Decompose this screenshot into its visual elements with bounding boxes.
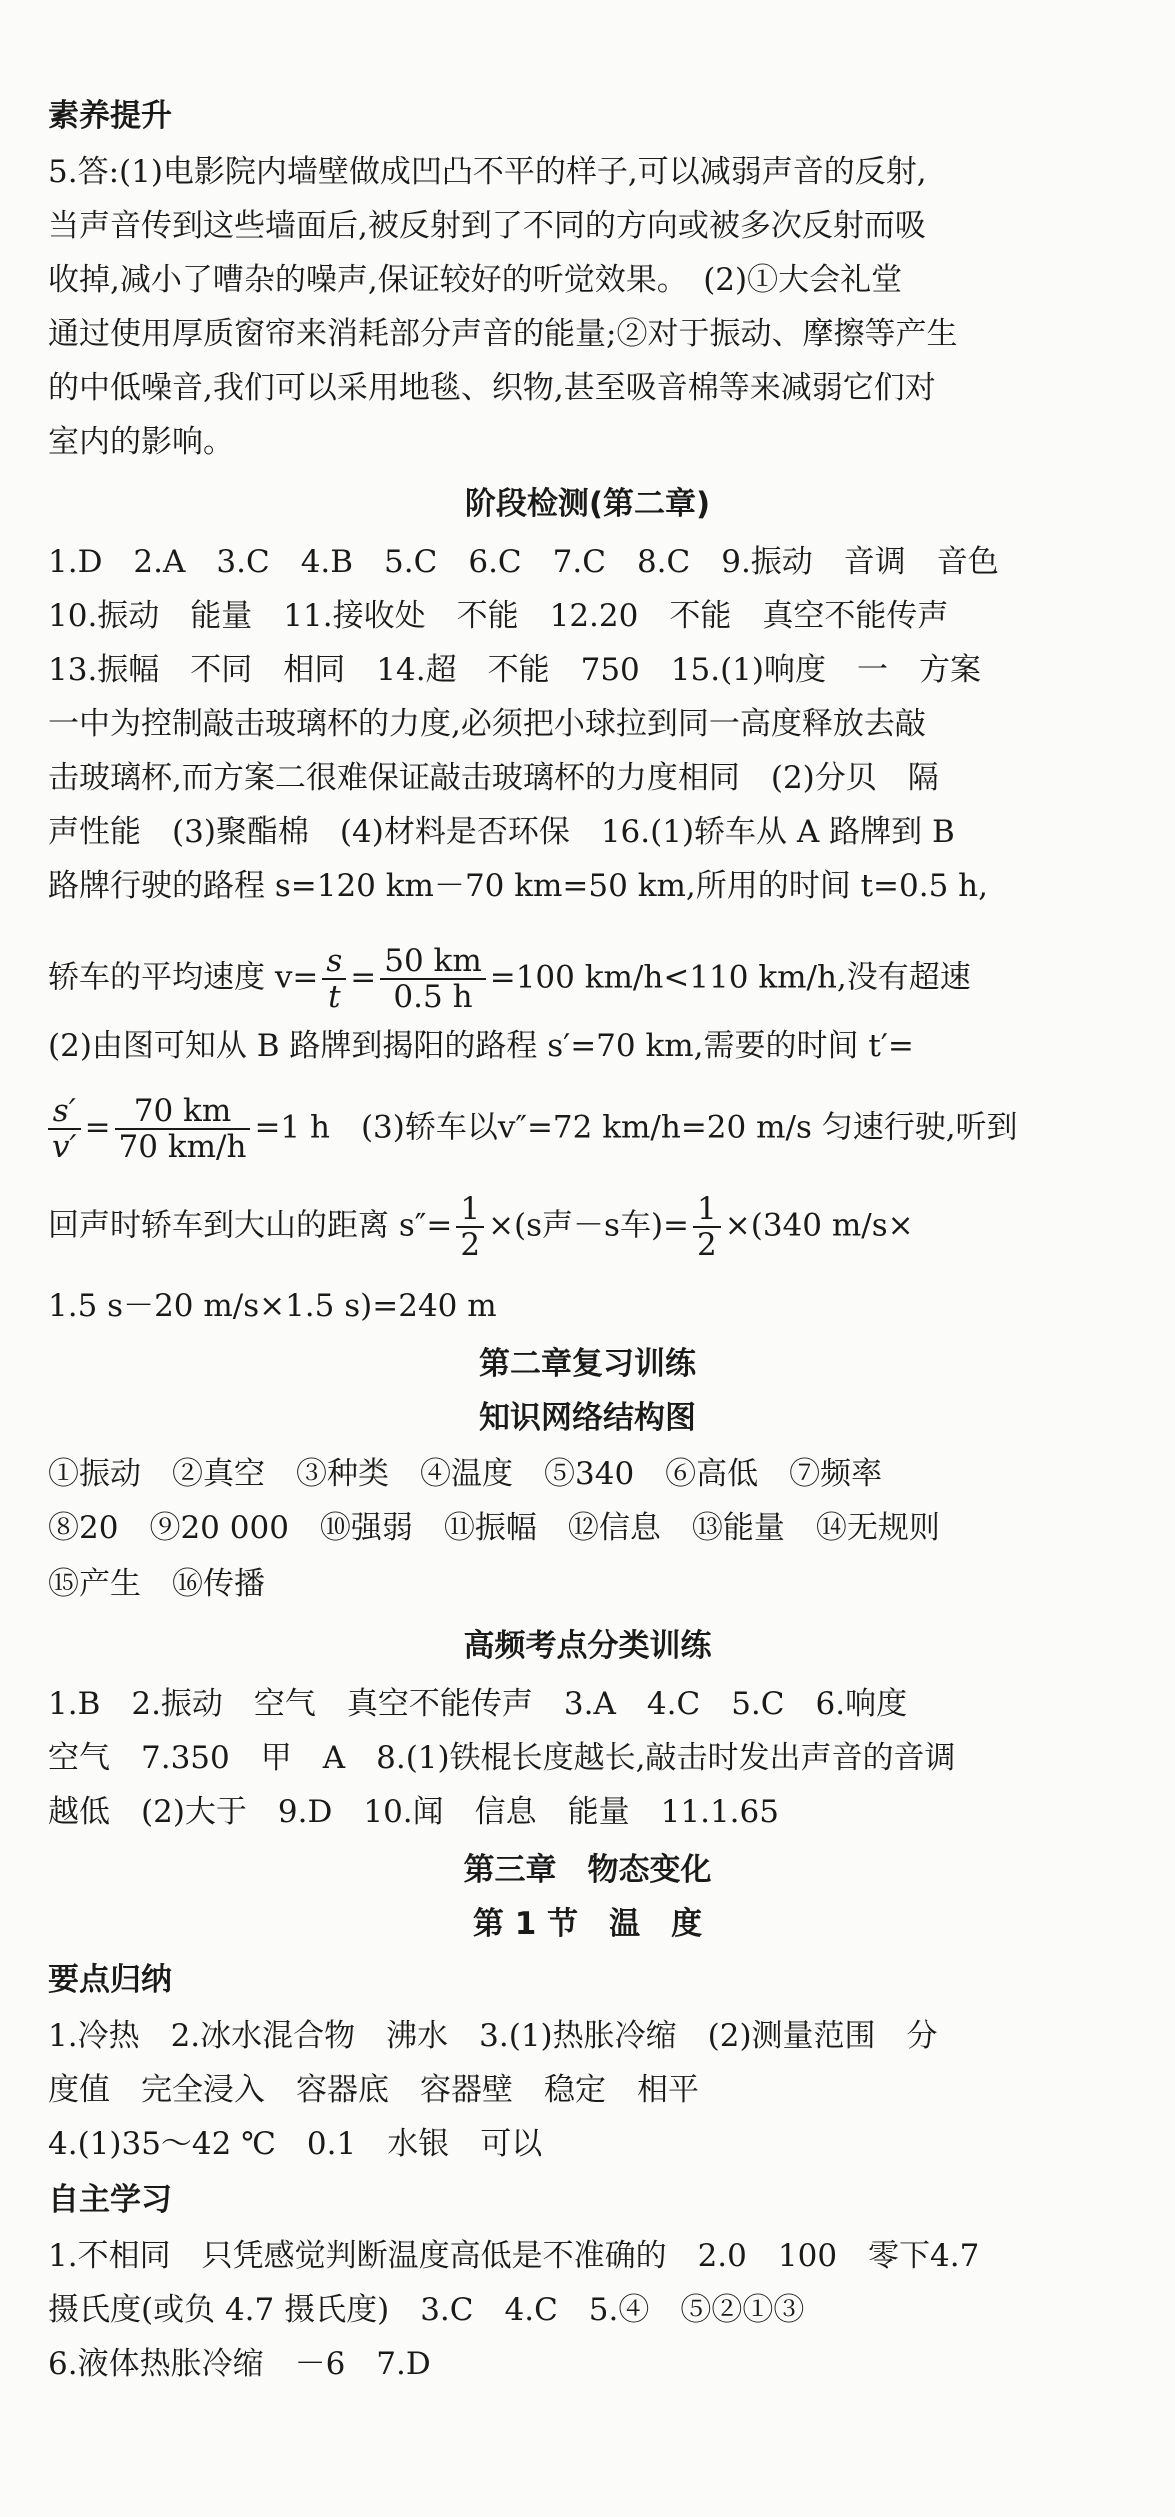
chapter-title: 第三章 物态变化 bbox=[463, 1852, 712, 1888]
fraction-numerator: s bbox=[326, 943, 343, 979]
text-line: 4.(1)35～42 ℃ 0.1 水银 可以 bbox=[48, 2126, 543, 2162]
text-line: 1.D 2.A 3.C 4.B 5.C 6.C 7.C 8.C 9.振动 音调 音色 bbox=[48, 544, 999, 580]
fraction bbox=[693, 1192, 721, 1262]
section-heading-literacy: 素养提升 bbox=[48, 98, 172, 134]
text-line: 空气 7.350 甲 A 8.(1)铁棍长度越长,敲击时发出声音的音调 bbox=[48, 1740, 956, 1776]
text-line: 1.B 2.振动 空气 真空不能传声 3.A 4.C 5.C 6.响度 bbox=[48, 1686, 908, 1722]
formula-text: 回声时轿车到大山的距离 s″= bbox=[48, 1207, 453, 1244]
fraction-numerator: s′ bbox=[52, 1093, 76, 1129]
fraction-numerator: 50 km bbox=[384, 943, 482, 979]
fraction-denominator: 0.5 h bbox=[380, 978, 485, 1014]
text-line: 1.不相同 只凭感觉判断温度高低是不准确的 2.0 100 零下4.7 bbox=[48, 2238, 980, 2274]
text-line: 室内的影响。 bbox=[48, 424, 234, 460]
fraction bbox=[115, 1094, 251, 1164]
section-heading-review: 第二章复习训练 bbox=[479, 1346, 696, 1382]
text-line: 一中为控制敲击玻璃杯的力度,必须把小球拉到同一高度释放去敲 bbox=[48, 706, 926, 742]
fraction-denominator: 2 bbox=[693, 1226, 721, 1262]
text-line: (2)由图可知从 B 路牌到揭阳的路程 s′=70 km,需要的时间 t′= bbox=[48, 1028, 914, 1064]
formula-text: =100 km/h<110 km/h,没有超速 bbox=[489, 959, 971, 996]
formula-line-distance bbox=[48, 1192, 1138, 1262]
text-line: 13.振幅 不同 相同 14.超 不能 750 15.(1)响度 一 方案 bbox=[48, 652, 981, 688]
formula-text: 轿车的平均速度 v= bbox=[48, 959, 319, 996]
section-title: 第 1 节 温 度 bbox=[472, 1906, 703, 1942]
fraction-denominator: 2 bbox=[456, 1226, 484, 1262]
fraction-denominator: v′ bbox=[48, 1128, 81, 1164]
formula-text: = bbox=[350, 959, 377, 996]
text-line: 击玻璃杯,而方案二很难保证敲击玻璃杯的力度相同 (2)分贝 隔 bbox=[48, 760, 939, 796]
fraction-numerator: 70 km bbox=[133, 1093, 232, 1129]
formula-text: ×(s声－s车)= bbox=[488, 1207, 690, 1244]
text-line: 5.答:(1)电影院内墙壁做成凹凸不平的样子,可以减弱声音的反射, bbox=[48, 154, 927, 190]
fraction-numerator: 1 bbox=[697, 1191, 717, 1227]
fraction bbox=[322, 944, 346, 1014]
text-line: 声性能 (3)聚酯棉 (4)材料是否环保 16.(1)轿车从 A 路牌到 B bbox=[48, 814, 955, 850]
text-line: 6.液体热胀冷缩 －6 7.D bbox=[48, 2346, 431, 2382]
fraction bbox=[456, 1192, 484, 1262]
section-heading-stage-test: 阶段检测(第二章) bbox=[464, 486, 711, 522]
text-line: 10.振动 能量 11.接收处 不能 12.20 不能 真空不能传声 bbox=[48, 598, 949, 634]
subheading-self-study: 自主学习 bbox=[48, 2182, 172, 2218]
formula-text: = bbox=[84, 1109, 111, 1146]
subheading-knowledge-map: 知识网络结构图 bbox=[479, 1400, 696, 1436]
text-line: 摄氏度(或负 4.7 摄氏度) 3.C 4.C 5.④ ⑤②①③ bbox=[48, 2292, 805, 2328]
text-line: 的中低噪音,我们可以采用地毯、织物,甚至吸音棉等来减弱它们对 bbox=[48, 370, 936, 406]
text-line: 通过使用厚质窗帘来消耗部分声音的能量;②对于振动、摩擦等产生 bbox=[48, 316, 958, 352]
section-heading-high-frequency: 高频考点分类训练 bbox=[463, 1628, 712, 1664]
text-line: ①振动 ②真空 ③种类 ④温度 ⑤340 ⑥高低 ⑦频率 bbox=[48, 1456, 883, 1492]
formula-text: =1 h (3)轿车以v″=72 km/h=20 m/s 匀速行驶,听到 bbox=[254, 1109, 1018, 1146]
fraction bbox=[380, 944, 485, 1014]
formula-line-speed bbox=[48, 944, 1138, 1014]
text-line: ⑧20 ⑨20 000 ⑩强弱 ⑪振幅 ⑫信息 ⑬能量 ⑭无规则 bbox=[48, 1510, 940, 1546]
text-line: 度值 完全浸入 容器底 容器壁 稳定 相平 bbox=[48, 2072, 699, 2108]
text-line: ⑮产生 ⑯传播 bbox=[48, 1566, 265, 1602]
fraction bbox=[48, 1094, 81, 1164]
text-line: 当声音传到这些墙面后,被反射到了不同的方向或被多次反射而吸 bbox=[48, 208, 926, 244]
formula-line-time bbox=[48, 1094, 1138, 1164]
text-line: 越低 (2)大于 9.D 10.闻 信息 能量 11.1.65 bbox=[48, 1794, 779, 1830]
subheading-key-points: 要点归纳 bbox=[48, 1962, 172, 1998]
formula-text: ×(340 m/s× bbox=[724, 1207, 914, 1244]
text-line: 收掉,减小了嘈杂的噪声,保证较好的听觉效果。 (2)①大会礼堂 bbox=[48, 262, 903, 298]
text-line: 1.冷热 2.冰水混合物 沸水 3.(1)热胀冷缩 (2)测量范围 分 bbox=[48, 2018, 938, 2054]
text-line: 1.5 s－20 m/s×1.5 s)=240 m bbox=[48, 1288, 497, 1324]
fraction-numerator: 1 bbox=[460, 1191, 481, 1227]
fraction-denominator: t bbox=[322, 978, 346, 1014]
fraction-denominator: 70 km/h bbox=[115, 1128, 251, 1164]
text-line: 路牌行驶的路程 s=120 km－70 km=50 km,所用的时间 t=0.5 h, bbox=[48, 868, 988, 904]
